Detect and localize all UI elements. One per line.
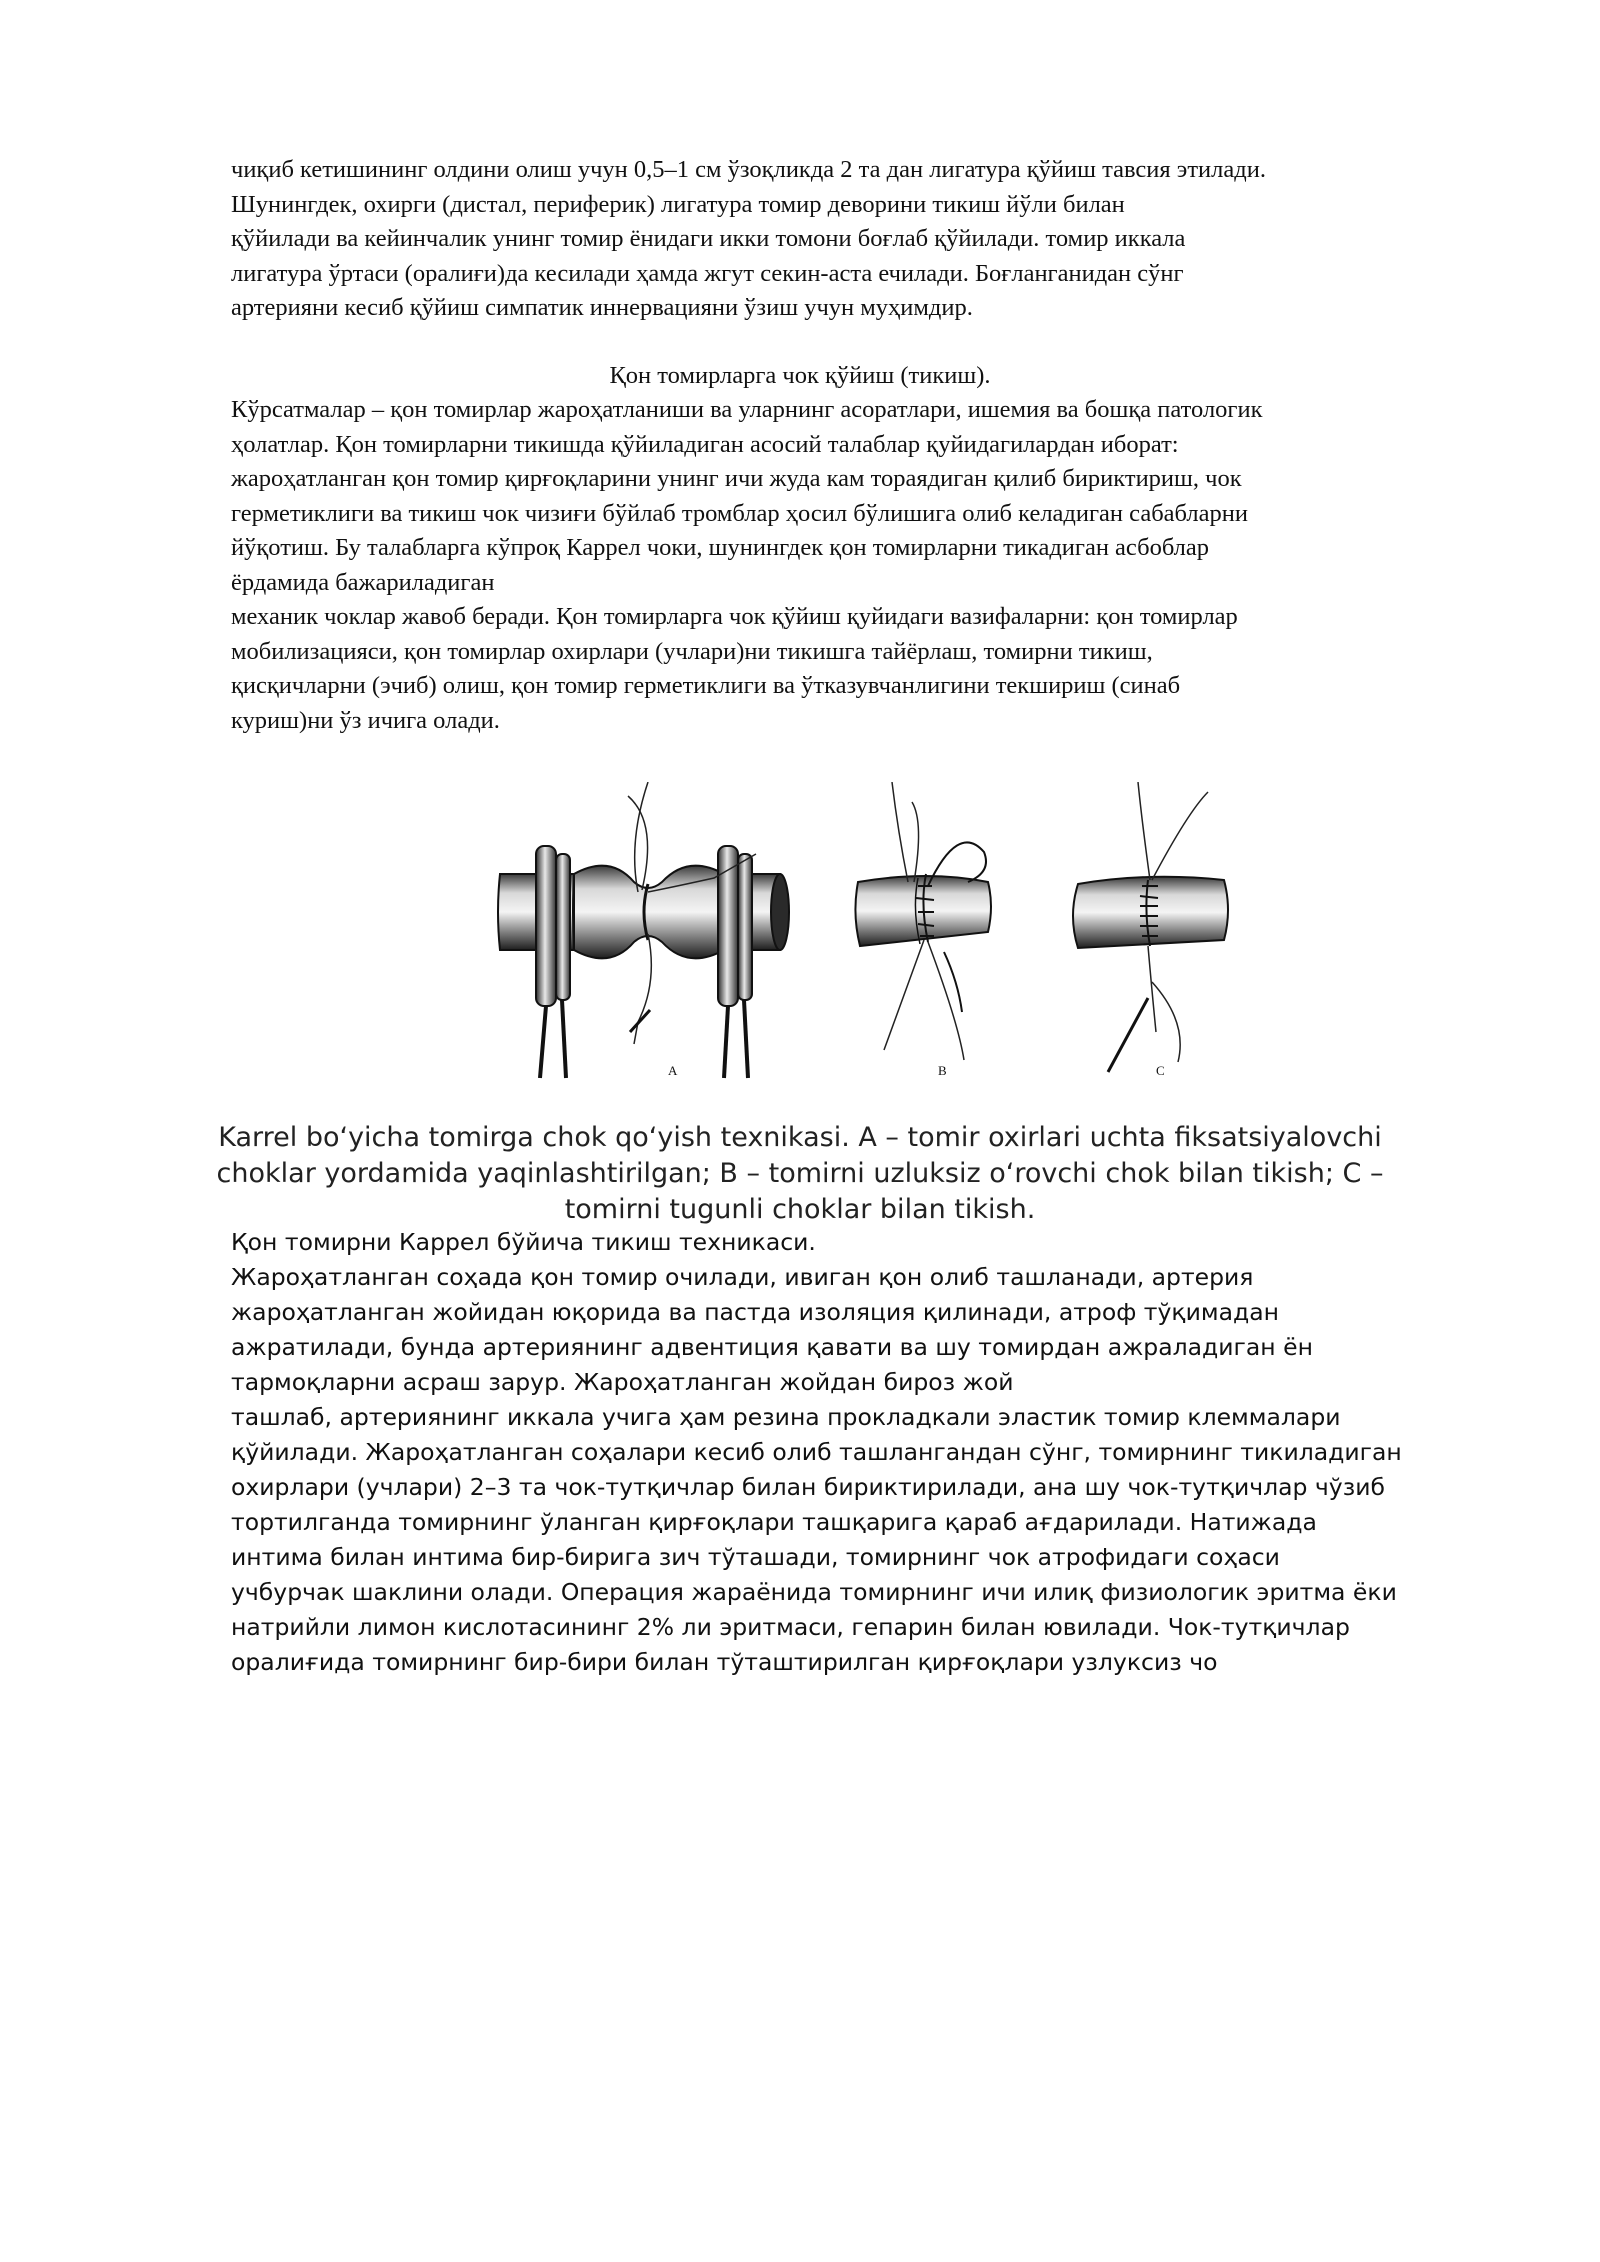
paragraph-line: охирлари (учлари) 2–3 та чок-тутқичлар билан бириктирилади, ана шу чок-тутқичлар чўзиб (231, 1473, 1385, 1501)
paragraph-line: герметиклиги ва тикиш чок чизиғи бўйлаб тромблар ҳосил бўлишига олиб келадиган сабабларни (231, 499, 1248, 527)
paragraph-line: қисқичларни (эчиб) олиш, қон томир герметиклиги ва ўтказувчанлигини текшириш (синаб (231, 672, 1181, 699)
paragraph-line: Жароҳатланган соҳада қон томир очилади, ивиган қон олиб ташланади, артерия (231, 1263, 1254, 1291)
panel-label-a: A (668, 1063, 678, 1078)
caption-line: Karrel bo‘yicha tomirga chok qo‘yish texnikasi. A – tomir oxirlari uchta fiksatsiyalovchi (218, 1122, 1382, 1153)
panel-c-illustration (1073, 782, 1228, 1072)
paragraph-line: интима билан интима бир-бирига зич тўташади, томирнинг чок атрофидаги соҳаси (231, 1543, 1280, 1571)
figure-caption (0, 1120, 1600, 1228)
paragraph-line: мобилизацияси, қон томирлар охирлари (учлари)ни тикишга тайёрлаш, томирни тикиш, (231, 637, 1153, 665)
paragraph-line: ёрдамида бажариладиган (231, 568, 495, 596)
section-heading: Қон томирларга чок қўйиш (тикиш). (609, 362, 991, 389)
paragraph-line: жароҳатланган қон томир қирғоқларини унинг ичи жуда кам тораядиган қилиб бириктириш, чок (231, 465, 1242, 492)
paragraph-line: қўйилади ва кейинчалик унинг томир ёнидаги икки томони боғлаб қўйилади. томир иккала (231, 225, 1186, 252)
panel-label-c: C (1156, 1063, 1165, 1078)
panel-label-b: B (938, 1063, 947, 1078)
indications-paragraph (231, 393, 1491, 738)
paragraph-line: Кўрсатмалар – қон томирлар жароҳатланиши ва уларнинг асоратлари, ишемия ва бошқа патологик (231, 396, 1263, 423)
panel-a-illustration (498, 782, 789, 1078)
technique-paragraph (231, 1225, 1531, 1680)
paragraph-line: тортилганда томирнинг ўланган қирғоқлари ташқарига қараб ағдарилади. Натижада (231, 1508, 1317, 1536)
paragraph-line: чиқиб кетишининг олдини олиш учун 0,5–1 см ўзоқликда 2 та дан лигатура қўйиш тавсия этилади. (231, 156, 1266, 183)
paragraph-line: йўқотиш. Бу талабларга кўпроқ Каррел чоки, шунингдек қон томирларни тикадиган асбоблар (231, 534, 1210, 561)
paragraph-line: учбурчак шаклини олади. Операция жараёнида томирнинг ичи илиқ физиологик эритма ёки (231, 1578, 1397, 1606)
top-paragraph (231, 153, 1491, 326)
panel-b-illustration (855, 782, 991, 1060)
paragraph-line: ҳолатлар. Қон томирларни тикишда қўйиладиган асосий талаблар қуйидагилардан иборат: (231, 430, 1179, 458)
paragraph-line: куриш)ни ўз ичига олади. (231, 706, 500, 734)
paragraph-line: қўйилади. Жароҳатланган соҳалари кесиб олиб ташлангандан сўнг, томирнинг тикиладиган (231, 1438, 1402, 1466)
caption-line: tomirni tugunli choklar bilan tikish. (564, 1194, 1036, 1225)
paragraph-line: тармоқларни асраш зарур. Жароҳатланган жойдан бироз жой (231, 1368, 1014, 1396)
paragraph-line: Шунингдек, охирги (дистал, периферик) лигатура томир деворини тикиш йўли билан (231, 190, 1125, 218)
paragraph-line: артерияни кесиб қўйиш симпатик иннервацияни ўзиш учун муҳимдир. (231, 294, 973, 321)
paragraph-line: Қон томирни Каррел бўйича тикиш техникаси. (231, 1228, 816, 1256)
paragraph-line: лигатура ўртаси (оралиғи)да кесилади ҳамда жгут секин-аста ечилади. Боғланганидан сўнг (231, 259, 1184, 287)
paragraph-line: механик чоклар жавоб беради. Қон томирларга чок қўйиш қуйидаги вазифаларни: қон томирлар (231, 603, 1238, 630)
paragraph-line: ажратилади, бунда артериянинг адвентиция қавати ва шу томирдан ажраладиган ён (231, 1333, 1313, 1361)
paragraph-line: жароҳатланган жойидан юқорида ва пастда изоляция қилинади, атроф тўқимадан (231, 1298, 1279, 1326)
paragraph-line: оралиғида томирнинг бир-бири билан тўташтирилган қирғоқлари узлуксиз чо (231, 1648, 1218, 1676)
carrel-suture-figure (488, 782, 1248, 1082)
paragraph-line: натрийли лимон кислотасининг 2% ли эритмаси, гепарин билан ювилади. Чок-тутқичлар (231, 1613, 1350, 1641)
caption-line: choklar yordamida yaqinlashtirilgan; B – tomirni uzluksiz o‘rovchi chok bilan tikish; C – (216, 1158, 1384, 1189)
paragraph-line: ташлаб, артериянинг иккала учига ҳам резина прокладкали эластик томир клеммалари (231, 1403, 1341, 1431)
